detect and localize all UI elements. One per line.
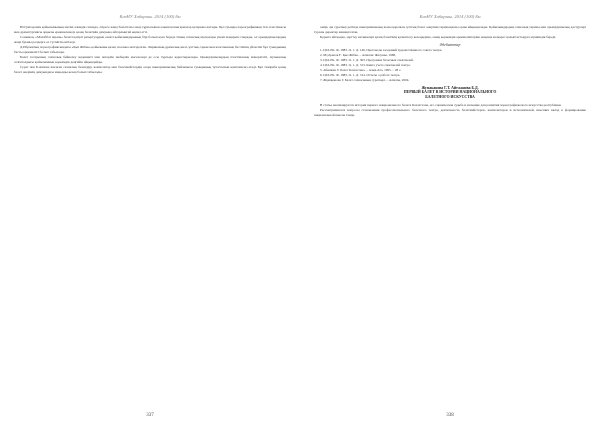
article-title xyxy=(314,90,586,100)
paragraph: Рассматриваются вопросы становления профессионального балетного театра, деятельность балетмейстеров, композиторов и исполнителей, внесших вклад в формирование национальной школы танца. xyxy=(314,107,586,117)
page-number-left: 337 xyxy=(146,413,154,418)
article-author: Жумаканова Г.Т. Айтжанова Б.Д. xyxy=(421,86,479,91)
reference-item: 5. Абишева У. Балет Казахстана. – Алма-Ата, 1995. – 28 с. xyxy=(320,68,402,73)
paragraph: Балет театрының сахналық бейнелеу мәдениеті мен актерлік шеберлік мәселелері де осы тұрғыда қарастырылады. Орындаушылардың пластикалық мәнерлілігі, музыкалық сезімталдығы қойылымның көркемдік деңгейін айқындайды. xyxy=(14,55,286,65)
running-head-left: КазНУ Хабаршы. 2014 (100) 8м xyxy=(119,14,181,19)
right-page xyxy=(300,0,600,424)
paragraph: Сурет пен Б.Аяпова жасаған сахналық безендіру, композитор мен балетмейстердің өзара шығармашылық байланысы туындының тұтастығын қамтамасыз етеді. Бұл тәжірибе қазақ балет өнерінің дамуындағы маңызды кезең болып табылады. xyxy=(14,65,286,75)
reference-item: 2. Мүсірепов Ғ. Қыз Жібек. – Алматы: Жазушы, 1968. xyxy=(320,53,396,58)
paragraph: Қорыта айтқанда, зерттеу нәтижелері қазақ балетінің қалыптасу кезеңдеріне, оның көркемдік ерекшеліктеріне жаңаша көзқарас қалыптастыруға мүмкіндік береді. xyxy=(320,35,557,40)
reference-item: 1. ЦГА РК. Ф. 1883. О. 1. Д. 146. Протоколы заседаний художественного совета театра. xyxy=(320,48,443,53)
article-title-line: ПЕРВЫЙ БАЛЕТ В ИСТОРИИ НАЦИОНАЛЬНОГО xyxy=(403,90,497,95)
right-page-body xyxy=(314,25,586,40)
page-number-right: 338 xyxy=(446,413,454,418)
paragraph: Д.Ибраевтың хореографиясындағы «Қыз Жібек» қойылымы қазақ эпосына негізделген. Лирикалық-драмалық желі, ұлттық сарын мен классикалық би тілінің үйлесімі бұл туындының басты ерекшелігі болып табылады. xyxy=(14,45,286,55)
references-list xyxy=(314,48,586,83)
reference-item: 6. ЦГА РК. Ф. 1883. О. 1. Д. 314. Отчеты о работе театра. xyxy=(320,73,401,78)
paragraph: В статье анализируется история первого национального балета Казахстана, его сценическая судьба и значение для развития хореографического искусства республики. xyxy=(320,102,562,107)
reference-item: 3. ЦГА РК. Ф. 1883. О. 1. Д. 303. Программа балетных спектаклей. xyxy=(320,58,414,63)
article-title-line: БАЛЕТНОГО ИСКУССТВА xyxy=(425,95,475,100)
reference-item: 7. Жұмақанова Г. Балет сахнасының суреткері. – Алматы, 2004. xyxy=(320,78,410,83)
left-page-body xyxy=(14,25,286,75)
reference-item: 4. ЦГА РК. Ф. 1883. О. 1. Д. 313. Книга учета спектаклей театра. xyxy=(320,63,411,68)
running-head-right: КазНУ Хабаршы. 2014 (100) 8м xyxy=(419,14,481,19)
references-title: Әдебиеттер xyxy=(439,43,461,48)
paragraph: өмірі, әрі суреткер ретінде шығармашылық жолы қаралып, ұлттық балет өнерінің тарихындағы орны айқындалады. Қойылымдардың сахналық тарихы мен орындаушылық дәстүрлері туралы деректер жинақталған. xyxy=(314,25,586,35)
paragraph: Ю.Григорович қойылымының мәтіні әлемдік сахнада, әсіресе жаңа бағыттағы өнер тұрғысынан алынған шығармалар қатарына жатады. Бұл туынды хореографияның тілі, пластикасы мен драматургиясы арқылы ерекшеленеді, қазақ балетінің дамуына айтарлықтай ықпал етті. xyxy=(14,25,286,35)
paragraph: Сонымен, «Махаббат аңызы» балеті қазіргі репертуардың өзекті қойылымдарының бірі болып қала береді. Оның сахналық нұсқалары үнемі жаңарып отырады, ал орындаушылардың жаңа буыны рөлдерге өз түсінігін енгізеді. xyxy=(14,35,286,45)
article-abstract xyxy=(314,103,586,118)
